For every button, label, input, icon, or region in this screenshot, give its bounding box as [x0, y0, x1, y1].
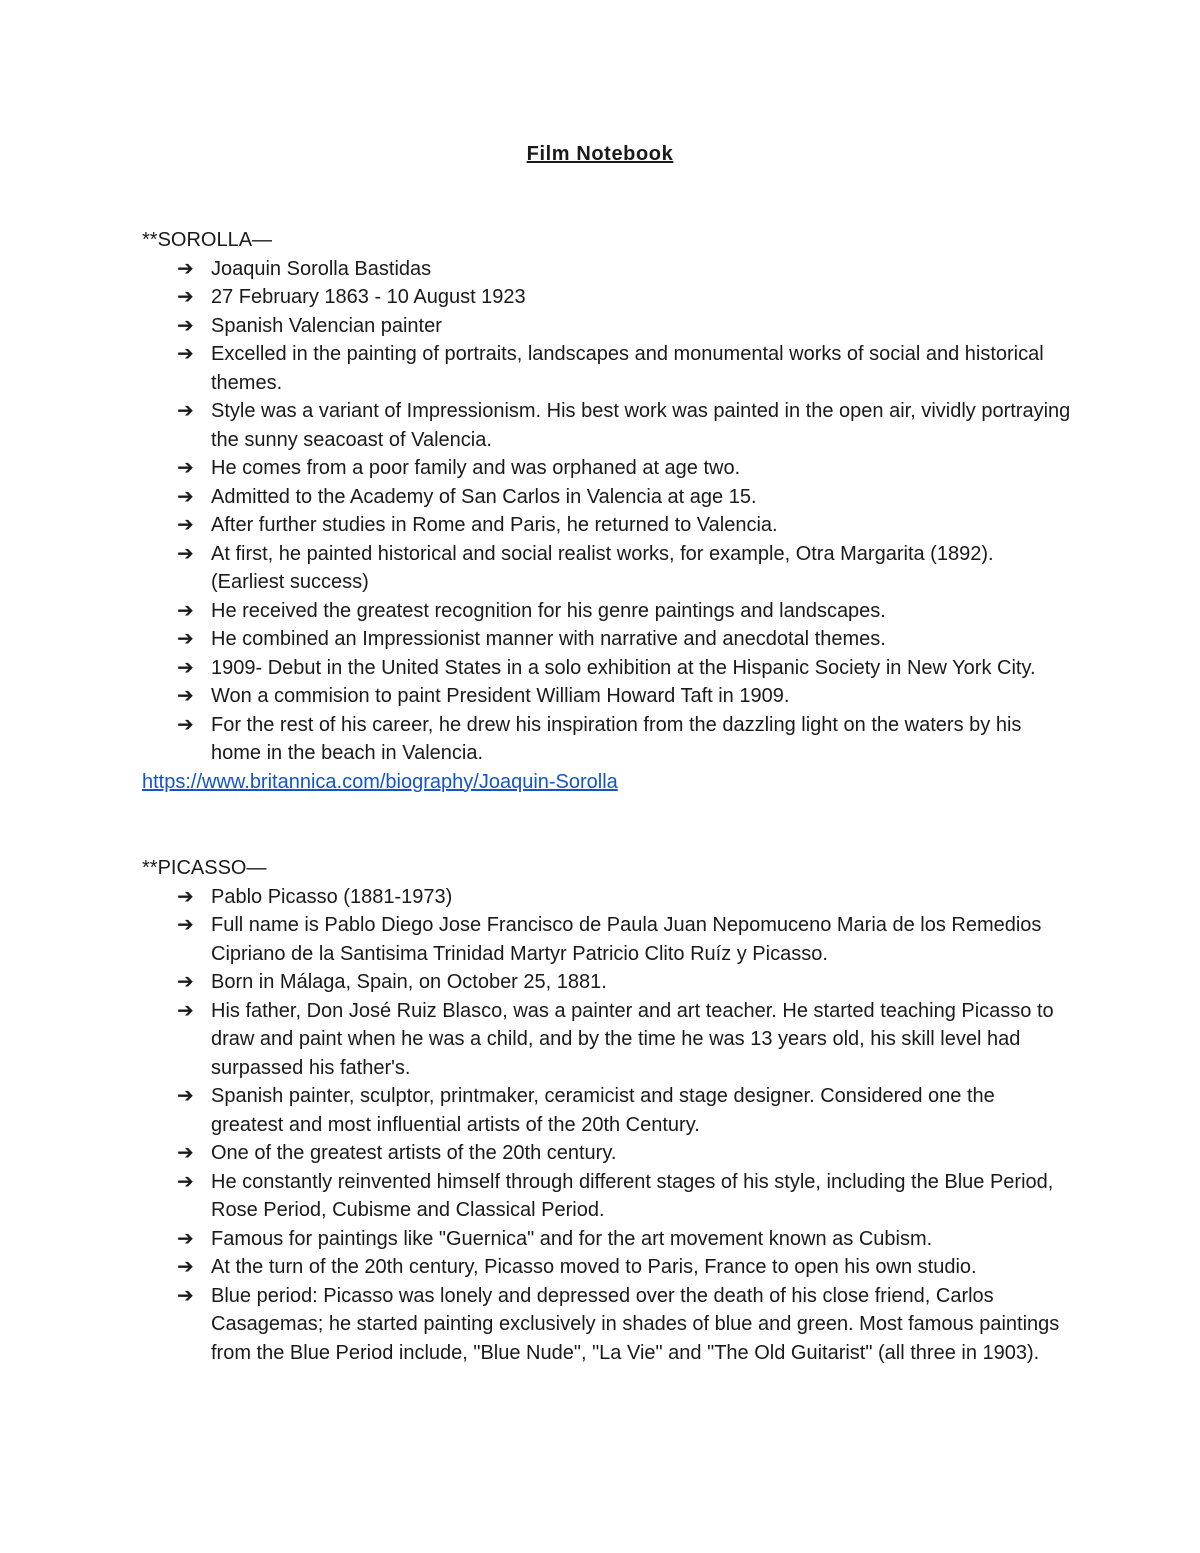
document-title: Film Notebook: [526, 143, 674, 165]
bullet-text: 27 February 1863 - 10 August 1923: [211, 286, 526, 308]
bullet-item: [142, 1225, 1072, 1254]
bullet-text: 1909- Debut in the United States in a solo exhibition at the Hispanic Society in New York City.: [211, 656, 1036, 679]
bullet-text: Famous for paintings like "Guernica" and for the art movement known as Cubism.: [211, 1227, 933, 1250]
bullet-item: [142, 1168, 1072, 1225]
bullet-item: [142, 883, 1072, 912]
bullet-item: [142, 483, 1072, 512]
bullet-text: He constantly reinvented himself through different stages of his style, including the Blue Period, Rose Period, Cubisme and Classical Period.: [211, 1170, 1054, 1221]
bullet-item: [142, 454, 1072, 483]
bullet-item: [142, 255, 1072, 284]
section-heading-picasso: **PICASSO—: [142, 857, 267, 879]
bullet-item: [142, 397, 1072, 454]
bullet-text: Admitted to the Academy of San Carlos in Valencia at age 15.: [211, 485, 757, 508]
bullet-text: Joaquin Sorolla Bastidas: [211, 257, 432, 280]
bullet-text: Spanish painter, sculptor, printmaker, ceramicist and stage designer. Considered one the greatest and most influential artists of the 20th Century.: [211, 1085, 995, 1136]
sorolla-bullet-list: [142, 255, 1072, 768]
bullet-text: Full name is Pablo Diego Jose Francisco de Paula Juan Nepomuceno Maria de los Remedios Cipriano de la Santisima Trinidad Martyr Patricio Clito Ruíz y Picasso.: [211, 914, 1042, 965]
bullet-item: [142, 511, 1072, 540]
arrow-bullet-icon: ➔: [177, 286, 194, 308]
bullet-item: [142, 1139, 1072, 1168]
bullet-text: Excelled in the painting of portraits, landscapes and monumental works of social and historical themes.: [211, 343, 1044, 394]
bullet-text: Won a commision to paint President William Howard Taft in 1909.: [211, 685, 790, 707]
arrow-bullet-icon: ➔: [177, 1256, 194, 1278]
bullet-text: Spanish Valencian painter: [211, 314, 442, 337]
britannica-link[interactable]: https://www.britannica.com/biography/Joaquin-Sorolla: [142, 770, 618, 793]
arrow-bullet-icon: ➔: [177, 314, 194, 337]
bullet-text: He comes from a poor family and was orphaned at age two.: [211, 457, 741, 479]
bullet-text: He received the greatest recognition for his genre paintings and landscapes.: [211, 599, 886, 622]
bullet-item: [142, 1282, 1072, 1368]
bullet-item: [142, 911, 1072, 968]
arrow-bullet-icon: ➔: [177, 542, 194, 565]
bullet-text: His father, Don José Ruiz Blasco, was a painter and art teacher. He started teaching Picasso to draw and paint when he was a child, and by the time he was 13 years old, his skill level had surpassed his father's.: [211, 999, 1054, 1079]
bullet-item: [142, 711, 1072, 768]
bullet-item: [142, 654, 1072, 683]
arrow-bullet-icon: ➔: [177, 1085, 194, 1107]
bullet-item: [142, 997, 1072, 1083]
bullet-item: [142, 1082, 1072, 1139]
arrow-bullet-icon: ➔: [177, 257, 194, 280]
arrow-bullet-icon: ➔: [177, 400, 194, 422]
arrow-bullet-icon: ➔: [177, 485, 194, 508]
arrow-bullet-icon: ➔: [177, 599, 194, 622]
bullet-item: [142, 968, 1072, 997]
section-sorolla: [142, 226, 1072, 796]
bullet-item: [142, 597, 1072, 626]
arrow-bullet-icon: ➔: [177, 713, 194, 736]
arrow-bullet-icon: ➔: [177, 628, 194, 650]
arrow-bullet-icon: ➔: [177, 343, 194, 365]
arrow-bullet-icon: ➔: [177, 1227, 194, 1250]
bullet-text: Blue period: Picasso was lonely and depressed over the death of his close friend, Carlos Casagemas; he started painting exclusively in shades of blue and green. Most famous paintings from the Blue Period include, "Blue Nude", "La Vie" and "The Old Guitarist" (all three in 1903).: [211, 1284, 1060, 1364]
arrow-bullet-icon: ➔: [177, 656, 194, 679]
bullet-item: [142, 312, 1072, 341]
arrow-bullet-icon: ➔: [177, 1284, 194, 1307]
bullet-item: [142, 540, 1072, 597]
bullet-text: For the rest of his career, he drew his inspiration from the dazzling light on the waters by his home in the beach in Valencia.: [211, 713, 1022, 764]
arrow-bullet-icon: ➔: [177, 685, 194, 707]
arrow-bullet-icon: ➔: [177, 971, 194, 993]
bullet-text: At first, he painted historical and social realist works, for example, Otra Margarita (1892). (Earliest success): [211, 542, 994, 593]
section-heading-sorolla: **SOROLLA—: [142, 229, 273, 251]
arrow-bullet-icon: ➔: [177, 457, 194, 479]
arrow-bullet-icon: ➔: [177, 1142, 194, 1164]
bullet-text: Style was a variant of Impressionism. His best work was painted in the open air, vividly portraying the sunny seacoast of Valencia.: [211, 400, 1071, 451]
section-picasso: [142, 854, 1072, 1367]
arrow-bullet-icon: ➔: [177, 885, 194, 908]
bullet-text: Born in Málaga, Spain, on October 25, 1881.: [211, 971, 607, 993]
bullet-text: He combined an Impressionist manner with narrative and anecdotal themes.: [211, 628, 886, 650]
bullet-item: [142, 682, 1072, 711]
arrow-bullet-icon: ➔: [177, 514, 194, 536]
bullet-text: After further studies in Rome and Paris, he returned to Valencia.: [211, 514, 778, 536]
picasso-bullet-list: [142, 883, 1072, 1368]
bullet-item: [142, 625, 1072, 654]
arrow-bullet-icon: ➔: [177, 1170, 194, 1193]
bullet-item: [142, 1253, 1072, 1282]
bullet-text: Pablo Picasso (1881-1973): [211, 885, 453, 908]
bullet-text: One of the greatest artists of the 20th century.: [211, 1142, 617, 1164]
bullet-text: At the turn of the 20th century, Picasso moved to Paris, France to open his own studio.: [211, 1256, 977, 1278]
bullet-item: [142, 283, 1072, 312]
bullet-item: [142, 340, 1072, 397]
arrow-bullet-icon: ➔: [177, 999, 194, 1022]
arrow-bullet-icon: ➔: [177, 914, 194, 936]
